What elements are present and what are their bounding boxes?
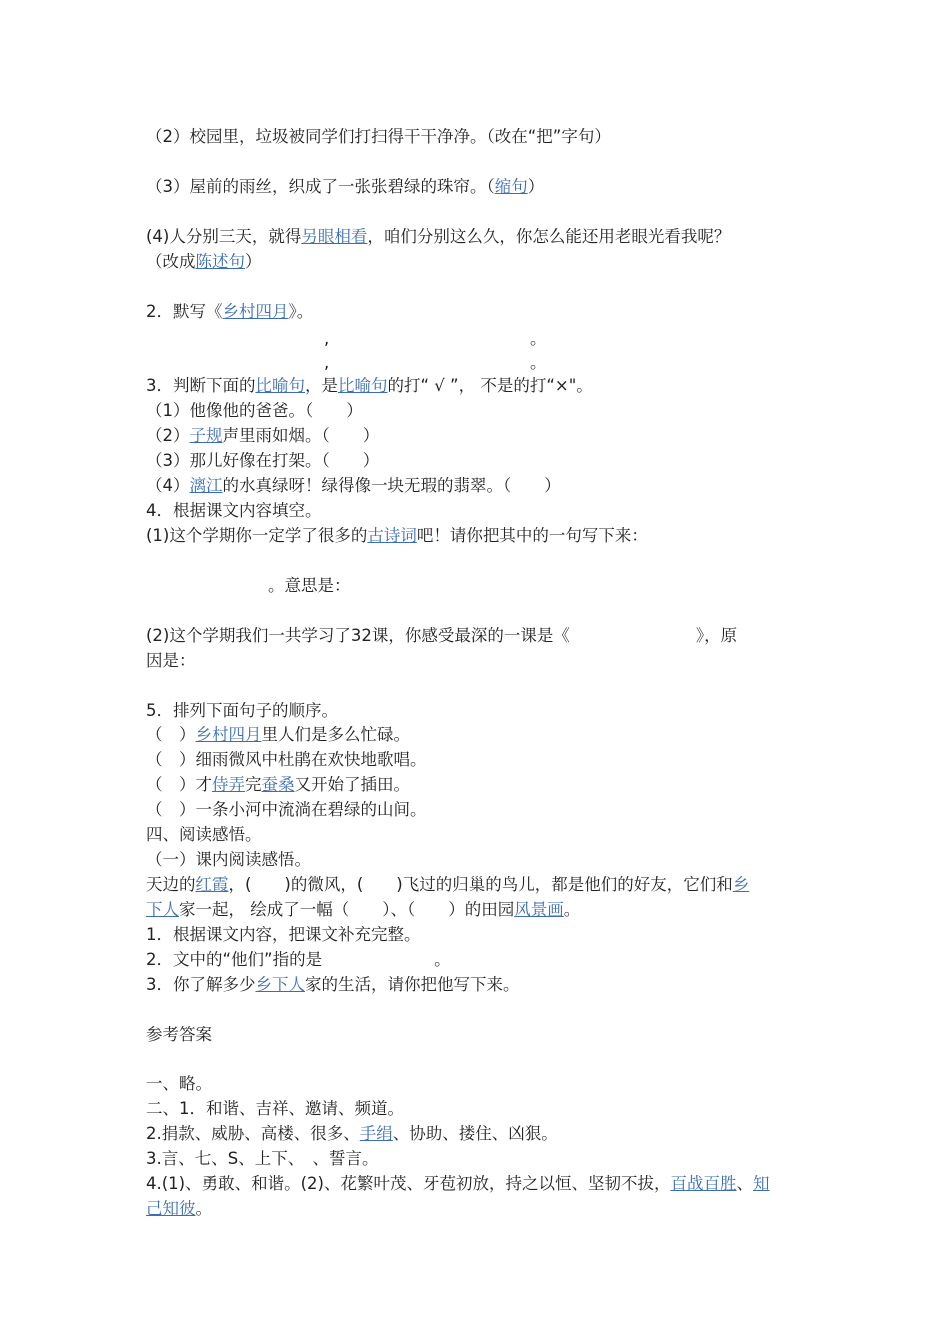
reading-question-1: 1．根据课文内容，把课文补充完整。: [146, 925, 421, 944]
answer-2-2: 2.捐款、威胁、高楼、很多、手绢、协助、搂住、凶狠。: [146, 1124, 558, 1143]
link-lingyanxiangkan[interactable]: 另眼相看: [301, 227, 368, 246]
reading-question-2: 2．文中的“他们”指的是 。: [146, 950, 451, 969]
link-xiangxiaren-1b[interactable]: 下人: [146, 900, 179, 919]
answer-2-3: 3.言、七、S、上下、 、誓言。: [146, 1149, 379, 1168]
reading-question-3: 3．你了解多少乡下人家的生活，请你把他写下来。: [146, 975, 520, 994]
question-3-1: （1）他像他的爸爸。（ ）: [146, 401, 363, 420]
section-4-heading: 四、阅读感悟。: [146, 825, 262, 844]
link-zigui[interactable]: 子规: [189, 426, 223, 445]
link-xiangcunsiyue[interactable]: 乡村四月: [222, 302, 289, 321]
reading-passage-line-1: 天边的红霞，( )的微风，( )飞过的归巢的鸟儿，都是他们的好友，它们和乡: [146, 875, 750, 894]
question-2-heading: 2．默写《乡村四月》。: [146, 302, 314, 321]
blank-period-1: 。: [530, 329, 547, 348]
question-5-2: （ ）细雨微风中杜鹃在欢快地歌唱。: [146, 750, 427, 769]
blank-comma-2: ,: [324, 353, 330, 372]
link-zhijizhibi-b[interactable]: 己知彼: [146, 1199, 196, 1218]
question-4-heading: 4．根据课文内容填空。: [146, 501, 322, 520]
question-4-2-cont: 因是：: [146, 651, 196, 670]
link-shoujuan[interactable]: 手绢: [359, 1124, 393, 1143]
link-xiangxiaren-1[interactable]: 乡: [732, 875, 750, 894]
question-4-1-meaning: 。意思是：: [268, 576, 351, 595]
link-cansang[interactable]: 蚕桑: [261, 775, 295, 794]
link-biyujv-1[interactable]: 比喻句: [255, 376, 305, 395]
question-3-3: （3）那儿好像在打架。（ ）: [146, 451, 380, 470]
question-2-4: (4)人分别三天，就得另眼相看，咱们分别这么久，你怎么能还用老眼光看我呢？: [146, 227, 731, 246]
link-chenshujv[interactable]: 陈述句: [195, 252, 245, 271]
link-fengjinghua[interactable]: 风景画: [514, 900, 564, 919]
answer-2-4-cont: 己知彼。: [146, 1199, 212, 1218]
link-shinong[interactable]: 侍弄: [212, 775, 245, 794]
question-5-1: （ ）乡村四月里人们是多么忙碌。: [146, 725, 410, 744]
question-5-heading: 5．排列下面句子的顺序。: [146, 701, 338, 720]
answer-2-4: 4.(1)、勇敢、和谐。(2)、花繁叶茂、牙苞初放，持之以恒、坚韧不拔，百战百胜、知: [146, 1174, 770, 1193]
answers-heading: 参考答案: [146, 1025, 212, 1044]
reading-passage-line-2: 下人家一起， 绘成了一幅（ ）、（ ）的田园风景画。: [146, 900, 581, 919]
link-suojv[interactable]: 缩句: [494, 177, 528, 196]
question-4-1: (1)这个学期你一定学了很多的古诗词吧！请你把其中的一句写下来：: [146, 526, 648, 545]
question-2-4-cont: （改成陈述句）: [146, 252, 262, 271]
question-5-3: （ ）才侍弄完蚕桑又开始了插田。: [146, 775, 410, 794]
link-zhijizhibi[interactable]: 知: [753, 1174, 770, 1193]
answer-1: 一、略。: [146, 1074, 212, 1093]
question-3-4: （4）漓江的水真绿呀！绿得像一块无瑕的翡翠。（ ）: [146, 476, 561, 495]
question-4-2: (2)这个学期我们一共学习了32课，你感受最深的一课是《 》，原: [146, 626, 738, 645]
link-biyujv-2[interactable]: 比喻句: [338, 376, 388, 395]
link-xiangxiaren-2[interactable]: 乡下人: [255, 975, 305, 994]
question-2-2: （2）校园里，垃圾被同学们打扫得干干净净。（改在“把”字句）: [146, 127, 611, 146]
link-xiangcunsiyue-2[interactable]: 乡村四月: [195, 725, 262, 744]
answer-2-1: 二、1．和谐、吉祥、邀请、频道。: [146, 1099, 404, 1118]
link-gushici[interactable]: 古诗词: [367, 526, 417, 545]
blank-period-2: 。: [530, 353, 547, 372]
question-2-3: （3）屋前的雨丝，织成了一张张碧绿的珠帘。（缩句）: [146, 177, 545, 196]
question-5-4: （ ）一条小河中流淌在碧绿的山间。: [146, 800, 427, 819]
link-hongxia[interactable]: 红霞: [195, 875, 229, 894]
section-4-1-heading: （一）课内阅读感悟。: [146, 850, 311, 869]
question-3-2: （2）子规声里雨如烟。（ ）: [146, 426, 380, 445]
link-lijiang[interactable]: 漓江: [189, 476, 223, 495]
question-3-heading: 3．判断下面的比喻句，是比喻句的打“ √ ”， 不是的打“×"。: [146, 376, 593, 395]
link-baizhanbaisheng[interactable]: 百战百胜: [670, 1174, 737, 1193]
blank-comma-1: ,: [324, 329, 330, 348]
